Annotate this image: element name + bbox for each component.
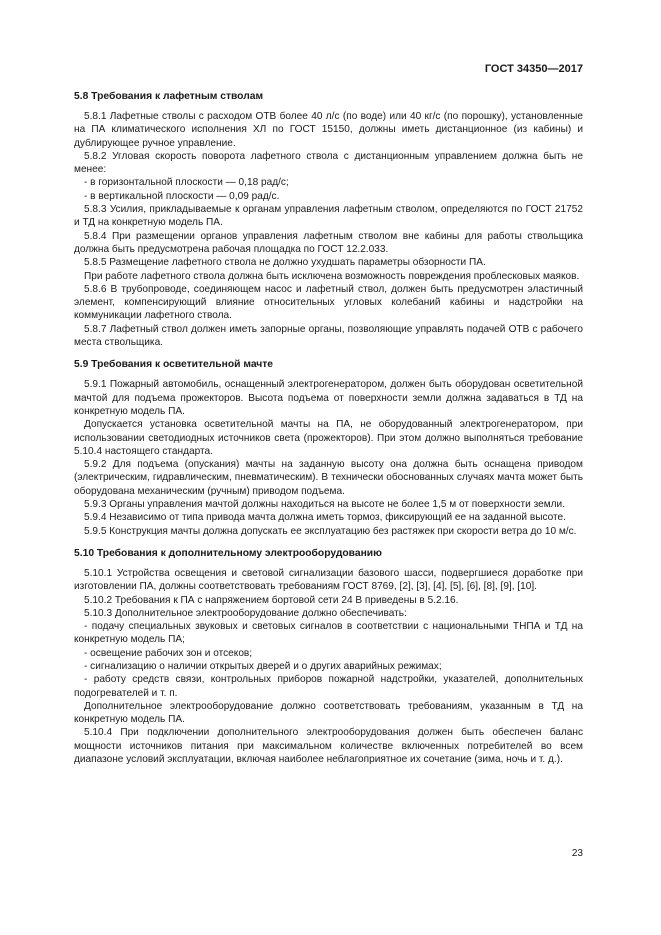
paragraph: 5.8.5 Размещение лафетного ствола не должно ухудшать параметры обзорности ПА. — [84, 257, 486, 269]
paragraph: 5.9.1 Пожарный автомобиль, оснащенный электрогенератором, должен быть оборудован осветительной мачтой для подъема прожекторов. Высота подъема от поверхности земли должна задаваться в ТД на конкретную модель ПА. — [74, 379, 583, 417]
paragraph: При работе лафетного ствола должна быть исключена возможность повреждения проблесковых маяков. — [84, 270, 580, 282]
section-heading: 5.8 Требования к лафетным стволам — [74, 91, 264, 102]
section-5-10 — [74, 547, 583, 766]
paragraph: Дополнительное электрооборудование должно соответствовать требованиям, указанным в ТД на конкретную модель ПА. — [74, 700, 583, 726]
paragraph: 5.9.4 Независимо от типа привода мачта должна иметь тормоз, фиксирующий ее на заданной высоте. — [84, 512, 566, 524]
paragraph: 5.10.4 При подключении дополнительного электрооборудования должен быть обеспечен баланс мощности источников питания при максимальном количестве включенных потребителей во всем диапазоне условий эксплуатации, включая наиболее неблагоприятное их сочетание (зима, ночь и т. д.). — [74, 727, 583, 766]
paragraph: Допускается установка осветительной мачты на ПА, не оборудованный электрогенератором, при использовании светодиодных источников света (прожекторов). При этом должно выполняться требование 5.10.4 настоящего стандарта. — [74, 419, 583, 457]
list-item: - сигнализацию о наличии открытых дверей и о других аварийных режимах; — [84, 660, 442, 672]
list-item: - в вертикальной плоскости — 0,09 рад/с. — [84, 190, 280, 202]
document-body — [74, 90, 583, 775]
paragraph: 5.8.4 При размещении органов управления лафетным стволом вне кабины для работы ствольщика должна быть предусмотрена рабочая площадка по ГОСТ 12.2.033. — [74, 230, 583, 255]
standard-header: ГОСТ 34350—2017 — [484, 63, 583, 75]
section-5-8 — [74, 90, 583, 349]
list-item: - работу средств связи, контрольных приборов пожарной надстройки, указателей, дополнительных подогревателей и т. п. — [74, 674, 583, 699]
paragraph: 5.10.2 Требования к ПА с напряжением бортовой сети 24 В приведены в 5.2.16. — [84, 594, 459, 606]
paragraph: 5.9.2 Для подъема (опускания) мачты на заданную высоту она должна быть оснащена приводом (электрическим, гидравлическим, пневматическим). В технически обоснованных случаях мачта может быть оборудована механическим (ручным) приводом подъема. — [74, 459, 583, 497]
paragraph: 5.8.3 Усилия, прикладываемые к органам управления лафетным стволом, определяются по ГОСТ 21752 и ТД на конкретную модель ПА. — [74, 204, 583, 229]
paragraph: 5.10.3 Дополнительное электрооборудование должно обеспечивать: — [84, 607, 407, 619]
section-heading: 5.10 Требования к дополнительному электрооборудованию — [74, 547, 382, 559]
paragraph: 5.8.7 Лафетный ствол должен иметь запорные органы, позволяющие управлять подачей ОТВ с рабочего места ствольщика. — [74, 323, 583, 349]
paragraph: 5.8.1 Лафетные стволы с расходом ОТВ более 40 л/с (по воде) или 40 кг/с (по порошку), установленные на ПА климатического исполнения ХЛ по ГОСТ 15150, должны иметь дистанционное (из кабины) и дублирующее ручное управление. — [74, 111, 583, 149]
paragraph: 5.9.3 Органы управления мачтой должны находиться на высоте не более 1,5 м от поверхности земли. — [84, 499, 565, 511]
paragraph: 5.8.2 Угловая скорость поворота лафетного ствола с дистанционным управлением должна быть не менее: — [74, 150, 583, 176]
list-item: - подачу специальных звуковых и световых сигналов в соответствии с национальными ТНПА и ТД на конкретную модель ПА; — [74, 621, 583, 646]
paragraph: 5.8.6 В трубопроводе, соединяющем насос и лафетный ствол, должен быть предусмотрен эластичный элемент, компенсирующий влияние относительных угловых колебаний кабины и надстройки на коммуникации лафетного ствола. — [74, 283, 583, 322]
list-item: - освещение рабочих зон и отсеков; — [84, 647, 253, 659]
section-heading: 5.9 Требования к осветительной мачте — [74, 359, 274, 371]
list-item: - в горизонтальной плоскости — 0,18 рад/с; — [84, 177, 289, 189]
paragraph: 5.10.1 Устройства освещения и световой сигнализации базового шасси, подвергшиеся доработке при изготовлении ПА, должны соответствовать требованиям ГОСТ 8769, [2], [3], [4], [5], [6], [8], [9], [10]. — [74, 567, 583, 593]
section-5-9 — [74, 358, 583, 538]
page-number: 23 — [571, 848, 583, 859]
paragraph: 5.9.5 Конструкция мачты должна допускать ее эксплуатацию без растяжек при скорости ветра до 10 м/с. — [84, 525, 577, 537]
